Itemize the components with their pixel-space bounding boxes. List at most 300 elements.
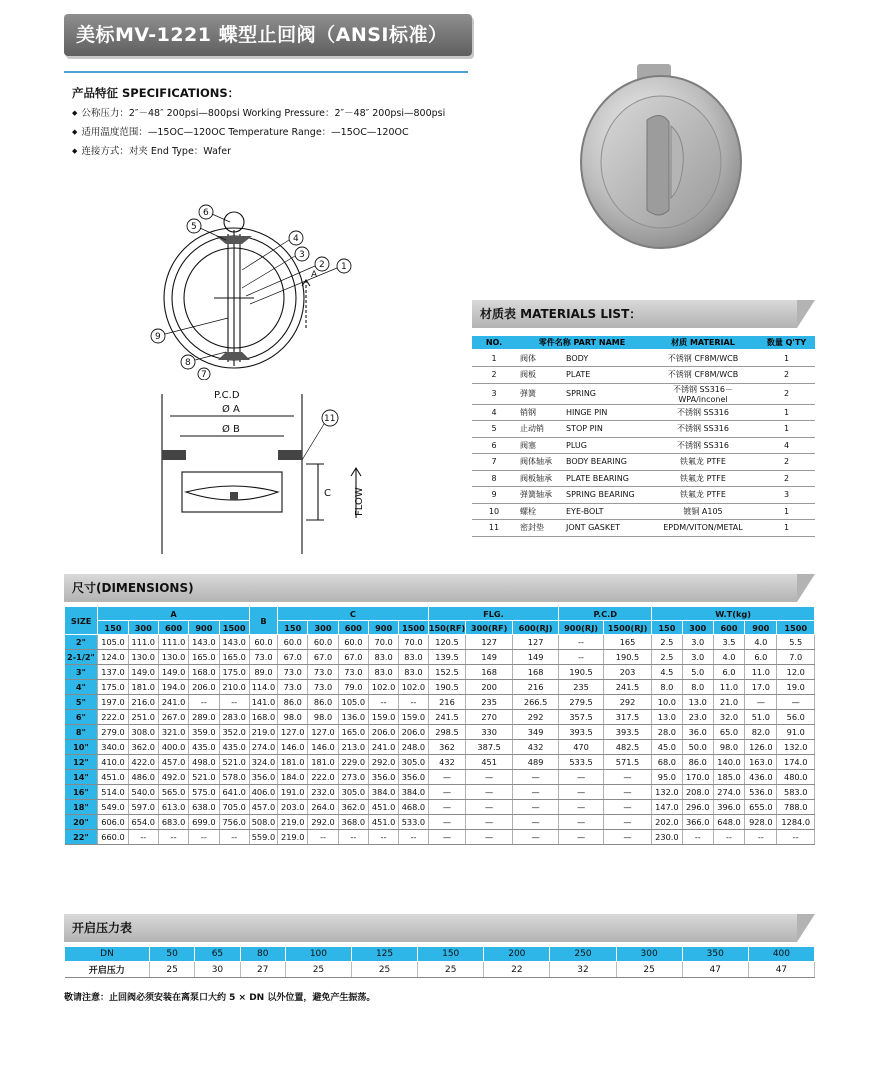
dimension-value: 655.0 xyxy=(745,800,777,815)
dimension-size: 8" xyxy=(65,725,98,740)
dimension-value: — xyxy=(745,695,777,710)
material-material: 不锈钢 CF8M/WCB xyxy=(648,367,758,384)
dimension-value: -- xyxy=(368,695,398,710)
dimension-value: 274.0 xyxy=(249,740,277,755)
pressure-dn-value: 125 xyxy=(351,947,417,962)
svg-text:9: 9 xyxy=(155,332,161,342)
dimension-value: 267.0 xyxy=(158,710,188,725)
mat-col-part: 零件名称 PART NAME xyxy=(516,336,648,350)
dimension-value: 8.0 xyxy=(682,680,713,695)
callout-7 xyxy=(198,368,210,380)
pressure-dn-value: 150 xyxy=(418,947,484,962)
dimension-value: 352.0 xyxy=(219,725,249,740)
dimension-value: 8.0 xyxy=(652,680,682,695)
dimension-value: 181.0 xyxy=(128,680,158,695)
dimension-value: 292.0 xyxy=(308,815,338,830)
callout-4 xyxy=(289,231,303,245)
material-row xyxy=(472,470,815,487)
dimension-value: 362.0 xyxy=(338,800,368,815)
material-no: 8 xyxy=(472,470,516,487)
dimension-value: 241.5 xyxy=(603,680,651,695)
material-material: 不锈钢 SS316 xyxy=(648,421,758,438)
dimension-value: 165.0 xyxy=(338,725,368,740)
dimension-value: 10.0 xyxy=(652,695,682,710)
dimension-value: 540.0 xyxy=(128,785,158,800)
dimension-value: 606.0 xyxy=(98,815,128,830)
dimension-value: 230.0 xyxy=(652,830,682,845)
dimension-value: -- xyxy=(399,830,428,845)
dimension-value: 70.0 xyxy=(368,635,398,650)
dimension-value: 683.0 xyxy=(158,815,188,830)
dimension-value: 203.0 xyxy=(278,800,308,815)
dimension-value: — xyxy=(559,785,603,800)
dimension-value: 147.0 xyxy=(652,800,682,815)
dimension-value: 191.0 xyxy=(278,785,308,800)
dimension-value: 168.0 xyxy=(249,710,277,725)
dimension-value: 73.0 xyxy=(308,680,338,695)
dimension-value: 130.0 xyxy=(158,650,188,665)
dimension-value: 357.5 xyxy=(559,710,603,725)
dimension-value: 140.0 xyxy=(713,755,744,770)
dimension-value: 279.5 xyxy=(559,695,603,710)
dimension-value: 60.0 xyxy=(278,635,308,650)
dimension-size: 20" xyxy=(65,815,98,830)
dimension-row xyxy=(65,710,815,725)
dimension-value: 143.0 xyxy=(189,635,219,650)
svg-text:7: 7 xyxy=(201,370,207,380)
dimension-value: 432 xyxy=(428,755,466,770)
pressure-value: 25 xyxy=(418,962,484,978)
dimension-value: 292 xyxy=(512,710,558,725)
dimension-value: 67.0 xyxy=(278,650,308,665)
dimension-value: — xyxy=(777,695,815,710)
material-material: 不锈钢 CF8M/WCB xyxy=(648,350,758,367)
dimension-value: 289.0 xyxy=(189,710,219,725)
dimension-row xyxy=(65,830,815,845)
dimension-value: 219.0 xyxy=(278,815,308,830)
pressure-dn-value: 350 xyxy=(682,947,748,962)
material-qty: 1 xyxy=(758,350,815,367)
dimension-value: 175.0 xyxy=(219,665,249,680)
dimension-value: 146.0 xyxy=(308,740,338,755)
dimension-value: 132.0 xyxy=(777,740,815,755)
mat-col-material: 材质 MATERIAL xyxy=(648,336,758,350)
material-no: 7 xyxy=(472,454,516,471)
dimension-value: 73.0 xyxy=(278,665,308,680)
material-part-cn: 螺栓 xyxy=(516,503,562,520)
dim-group-a: A xyxy=(98,607,249,621)
dimension-value: 170.0 xyxy=(682,770,713,785)
dim-subcol-c-2: 600 xyxy=(338,621,368,635)
dimension-value: 274.0 xyxy=(713,785,744,800)
dimension-value: 248.0 xyxy=(399,740,428,755)
dimension-value: -- xyxy=(777,830,815,845)
dimension-value: 321.0 xyxy=(158,725,188,740)
material-part-cn: 销钢 xyxy=(516,404,562,421)
dimension-size: 2-1/2" xyxy=(65,650,98,665)
pressure-value-row xyxy=(65,962,815,978)
svg-text:2: 2 xyxy=(319,260,325,270)
dimension-value: 5.5 xyxy=(777,635,815,650)
dim-subcol-flg-0: 150(RF) xyxy=(428,622,466,633)
dimension-value: 210.0 xyxy=(219,680,249,695)
dimension-value: 387.5 xyxy=(466,740,512,755)
dimension-value: 283.0 xyxy=(219,710,249,725)
material-row xyxy=(472,421,815,438)
dimension-row xyxy=(65,635,815,650)
callout-9 xyxy=(151,329,165,343)
dimension-value: 56.0 xyxy=(777,710,815,725)
dimension-value: — xyxy=(428,770,466,785)
dimension-value: 216.0 xyxy=(128,695,158,710)
pressure-value: 27 xyxy=(240,962,285,978)
dimension-value: 222.0 xyxy=(98,710,128,725)
dimension-value: 324.0 xyxy=(249,755,277,770)
dimension-value: — xyxy=(466,800,512,815)
dimension-value: 292.0 xyxy=(368,755,398,770)
title-divider xyxy=(64,71,468,73)
dimensions-heading: 尺寸(DIMENSIONS) xyxy=(64,574,797,602)
material-no: 9 xyxy=(472,487,516,504)
material-row xyxy=(472,503,815,520)
dimension-value: — xyxy=(512,770,558,785)
dimension-value: 305.0 xyxy=(399,755,428,770)
callout-6 xyxy=(199,205,213,219)
dimension-value: 273.0 xyxy=(338,770,368,785)
dimension-value: 406.0 xyxy=(249,785,277,800)
dim-subcol-flg-1: 300(RF) xyxy=(466,621,512,635)
dimension-value: 82.0 xyxy=(745,725,777,740)
dim-subcol-c-0: 150 xyxy=(278,621,308,635)
pressure-value: 25 xyxy=(150,962,195,978)
dimension-value: -- xyxy=(745,830,777,845)
dimension-value: 4.0 xyxy=(713,650,744,665)
dimension-value: 127.0 xyxy=(278,725,308,740)
dimension-value: -- xyxy=(338,830,368,845)
dimension-value: 296.0 xyxy=(682,800,713,815)
dimension-value: -- xyxy=(219,695,249,710)
dim-subcol-wt-3: 900 xyxy=(745,621,777,635)
dimension-value: 149 xyxy=(466,650,512,665)
dimension-value: 36.0 xyxy=(682,725,713,740)
valve-photo xyxy=(575,60,747,252)
dimension-value: 102.0 xyxy=(368,680,398,695)
dimension-value: 6.0 xyxy=(745,650,777,665)
dimension-value: 468.0 xyxy=(399,800,428,815)
dimension-value: -- xyxy=(559,635,603,650)
dimension-value: 533.5 xyxy=(559,755,603,770)
dim-group-wt: W.T(kg) xyxy=(652,607,815,621)
dimension-value: 98.0 xyxy=(713,740,744,755)
materials-header-row xyxy=(472,336,815,350)
dimension-value: 486.0 xyxy=(128,770,158,785)
dim-subcol-a-0: 150 xyxy=(98,621,128,635)
dimension-value: -- xyxy=(368,830,398,845)
dim-subcol-wt-4: 1500 xyxy=(777,621,815,635)
dimension-row xyxy=(65,740,815,755)
dim-subcol-a-4: 1500 xyxy=(219,621,249,635)
dimension-value: — xyxy=(603,815,651,830)
dimension-value: 163.0 xyxy=(745,755,777,770)
dimension-value: 175.0 xyxy=(98,680,128,695)
dimension-value: 213.0 xyxy=(338,740,368,755)
dimension-value: 91.0 xyxy=(777,725,815,740)
dimension-value: 149.0 xyxy=(158,665,188,680)
dimension-value: 5.0 xyxy=(682,665,713,680)
dimension-value: 73.0 xyxy=(278,680,308,695)
svg-text:6: 6 xyxy=(203,208,209,218)
dimension-value: 451.0 xyxy=(98,770,128,785)
dimension-value: 435.0 xyxy=(219,740,249,755)
dim-subcol-flg-3: 900(RJ) xyxy=(559,621,603,635)
pressure-value: 30 xyxy=(195,962,240,978)
dimension-value: 184.0 xyxy=(278,770,308,785)
dimension-value: 219.0 xyxy=(278,830,308,845)
dimension-row xyxy=(65,650,815,665)
material-material: 不锈钢 SS316 xyxy=(648,437,758,454)
dimension-value: 368.0 xyxy=(338,815,368,830)
dimension-value: 127.0 xyxy=(308,725,338,740)
dimension-value: 521.0 xyxy=(189,770,219,785)
dimension-value: 3.5 xyxy=(713,635,744,650)
pressure-value: 47 xyxy=(748,962,814,978)
dimension-value: — xyxy=(559,815,603,830)
dimension-value: 384.0 xyxy=(399,785,428,800)
dimension-value: -- xyxy=(399,695,428,710)
dimension-row xyxy=(65,755,815,770)
specifications-heading: 产品特征 SPECIFICATIONS： xyxy=(72,86,240,100)
dimension-value: 11.0 xyxy=(713,680,744,695)
dimension-value: 216 xyxy=(512,680,558,695)
dimension-value: 168.0 xyxy=(189,665,219,680)
dimension-value: 654.0 xyxy=(128,815,158,830)
dimension-value: 435.0 xyxy=(189,740,219,755)
dimension-value: 298.5 xyxy=(428,725,466,740)
material-part-en: PLATE BEARING xyxy=(562,470,648,487)
dimension-value: 3.0 xyxy=(682,635,713,650)
material-qty: 1 xyxy=(758,503,815,520)
dimension-size: 16" xyxy=(65,785,98,800)
dim-subcol-c-3: 900 xyxy=(368,621,398,635)
dimension-value: — xyxy=(466,770,512,785)
dimension-value: 756.0 xyxy=(219,815,249,830)
dim-subcol-a-1: 300 xyxy=(128,621,158,635)
dimension-value: 508.0 xyxy=(249,815,277,830)
material-qty: 2 xyxy=(758,367,815,384)
dim-subcol-a-3: 900 xyxy=(189,621,219,635)
dim-subcol-wt-2: 600 xyxy=(713,621,744,635)
dimension-value: 13.0 xyxy=(682,695,713,710)
callout-5 xyxy=(187,219,201,233)
material-material: 镀铜 A105 xyxy=(648,503,758,520)
svg-text:5: 5 xyxy=(191,222,197,232)
dimension-value: 498.0 xyxy=(189,755,219,770)
dimension-value: 137.0 xyxy=(98,665,128,680)
dimension-value: 705.0 xyxy=(219,800,249,815)
dimension-value: -- xyxy=(308,830,338,845)
dim-col-size: SIZE xyxy=(65,607,98,635)
dimension-value: 111.0 xyxy=(128,635,158,650)
dimension-value: 279.0 xyxy=(98,725,128,740)
callout-11 xyxy=(322,410,338,426)
dimension-row xyxy=(65,785,815,800)
material-part-en: HINGE PIN xyxy=(562,404,648,421)
callout-1 xyxy=(337,259,351,273)
dimension-value: 436.0 xyxy=(745,770,777,785)
dimension-value: 105.0 xyxy=(338,695,368,710)
dimension-value: 641.0 xyxy=(219,785,249,800)
dimension-value: 457.0 xyxy=(249,800,277,815)
dimension-size: 18" xyxy=(65,800,98,815)
dimension-value: — xyxy=(428,800,466,815)
dimension-value: 384.0 xyxy=(368,785,398,800)
dimension-value: 194.0 xyxy=(158,680,188,695)
dimension-value: 308.0 xyxy=(128,725,158,740)
material-no: 1 xyxy=(472,350,516,367)
pressure-dn-label: DN xyxy=(65,947,150,962)
material-no: 2 xyxy=(472,367,516,384)
dimension-value: 120.5 xyxy=(428,635,466,650)
callout-8 xyxy=(181,355,195,369)
dimension-value: 105.0 xyxy=(98,635,128,650)
dimension-value: 366.0 xyxy=(682,815,713,830)
spec-pressure: ◆ 公称压力：2″－48″ 200psi—800psi Working Pressure：2″－48″ 200psi—800psi xyxy=(72,104,492,123)
dimension-value: 67.0 xyxy=(308,650,338,665)
dimension-value: 185.0 xyxy=(713,770,744,785)
dimension-value: 521.0 xyxy=(219,755,249,770)
dimension-value: 396.0 xyxy=(713,800,744,815)
dim-subheader-row xyxy=(65,621,815,635)
dimension-value: 928.0 xyxy=(745,815,777,830)
pressure-dn-value: 50 xyxy=(150,947,195,962)
dimension-value: 126.0 xyxy=(745,740,777,755)
dimension-value: 206.0 xyxy=(368,725,398,740)
dimension-value: 83.0 xyxy=(399,650,428,665)
dim-subcol-flg-4: 1500(RJ) xyxy=(603,621,651,635)
dimension-value: 305.0 xyxy=(338,785,368,800)
material-part-en: EYE-BOLT xyxy=(562,503,648,520)
dimension-size: 5" xyxy=(65,695,98,710)
dimension-value: 597.0 xyxy=(128,800,158,815)
dimension-value: 89.0 xyxy=(249,665,277,680)
dim-subcol-wt-1: 300 xyxy=(682,621,713,635)
dimension-value: 152.5 xyxy=(428,665,466,680)
dimension-value: 2.5 xyxy=(652,635,682,650)
dimension-value: 67.0 xyxy=(338,650,368,665)
pressure-value: 22 xyxy=(484,962,550,978)
dimension-row xyxy=(65,680,815,695)
dimension-value: 451.0 xyxy=(368,800,398,815)
dimension-value: 65.0 xyxy=(713,725,744,740)
material-row xyxy=(472,454,815,471)
material-part-en: JONT GASKET xyxy=(562,520,648,537)
dimension-value: 4.0 xyxy=(745,635,777,650)
dimension-row xyxy=(65,665,815,680)
dimension-value: 206.0 xyxy=(189,680,219,695)
material-qty: 2 xyxy=(758,454,815,471)
dimension-size: 3" xyxy=(65,665,98,680)
pressure-value: 25 xyxy=(351,962,417,978)
material-part-en: SPRING xyxy=(562,383,648,404)
pressure-dn-value: 250 xyxy=(550,947,616,962)
dimension-value: 190.5 xyxy=(428,680,466,695)
dimension-value: — xyxy=(428,830,466,845)
material-part-cn: 阀塞 xyxy=(516,437,562,454)
dimension-value: 270 xyxy=(466,710,512,725)
dimension-value: 114.0 xyxy=(249,680,277,695)
dimension-value: 575.0 xyxy=(189,785,219,800)
dimension-value: 28.0 xyxy=(652,725,682,740)
dimension-value: 222.0 xyxy=(308,770,338,785)
dimension-value: — xyxy=(512,785,558,800)
material-row xyxy=(472,487,815,504)
material-material: 铁氟龙 PTFE xyxy=(648,470,758,487)
material-no: 4 xyxy=(472,404,516,421)
dimension-value: -- xyxy=(682,830,713,845)
dim-group-c: C xyxy=(278,607,428,621)
dimension-value: 638.0 xyxy=(189,800,219,815)
material-part-en: PLATE xyxy=(562,367,648,384)
dimension-value: 216 xyxy=(428,695,466,710)
dimension-value: 400.0 xyxy=(158,740,188,755)
dimension-value: 451 xyxy=(466,755,512,770)
dimension-value: 660.0 xyxy=(98,830,128,845)
dimension-value: 168 xyxy=(512,665,558,680)
pressure-dn-value: 300 xyxy=(616,947,682,962)
material-qty: 2 xyxy=(758,383,815,404)
dimension-value: -- xyxy=(559,650,603,665)
materials-heading: 材质表 MATERIALS LIST： xyxy=(472,300,797,328)
pressure-heading: 开启压力表 xyxy=(64,914,797,942)
spec-end-type: ◆ 连接方式：对夹 End Type：Wafer xyxy=(72,142,492,161)
dimension-value: 451.0 xyxy=(368,815,398,830)
dimension-value: — xyxy=(466,830,512,845)
front-view-drawing xyxy=(146,200,366,380)
dimension-value: 83.0 xyxy=(368,665,398,680)
dimension-value: 251.0 xyxy=(128,710,158,725)
dim-group-flg: FLG. xyxy=(428,607,559,621)
material-part-cn: 阀板轴承 xyxy=(516,470,562,487)
dimension-value: 536.0 xyxy=(745,785,777,800)
dimension-value: 470 xyxy=(559,740,603,755)
dimension-size: 6" xyxy=(65,710,98,725)
dimension-value: 356.0 xyxy=(249,770,277,785)
dimension-value: — xyxy=(428,785,466,800)
dimension-value: 235 xyxy=(559,680,603,695)
pcd-label: P.C.D xyxy=(214,390,240,401)
dimension-size: 4" xyxy=(65,680,98,695)
dimension-value: 60.0 xyxy=(308,635,338,650)
pressure-dn-value: 65 xyxy=(195,947,240,962)
dimension-value: 181.0 xyxy=(308,755,338,770)
material-part-en: BODY xyxy=(562,350,648,367)
dimension-value: 241.0 xyxy=(158,695,188,710)
dimension-value: 219.0 xyxy=(249,725,277,740)
dimension-value: 23.0 xyxy=(682,710,713,725)
material-row xyxy=(472,367,815,384)
dimension-value: -- xyxy=(128,830,158,845)
dimension-value: 356.0 xyxy=(399,770,428,785)
dimension-c-label: C xyxy=(324,488,331,499)
material-row xyxy=(472,404,815,421)
callout-3 xyxy=(295,247,309,261)
materials-table xyxy=(472,336,815,537)
dimension-value: 349 xyxy=(512,725,558,740)
dimension-value: 86.0 xyxy=(278,695,308,710)
dimension-value: 235 xyxy=(466,695,512,710)
dimension-value: — xyxy=(559,800,603,815)
dimension-row xyxy=(65,815,815,830)
